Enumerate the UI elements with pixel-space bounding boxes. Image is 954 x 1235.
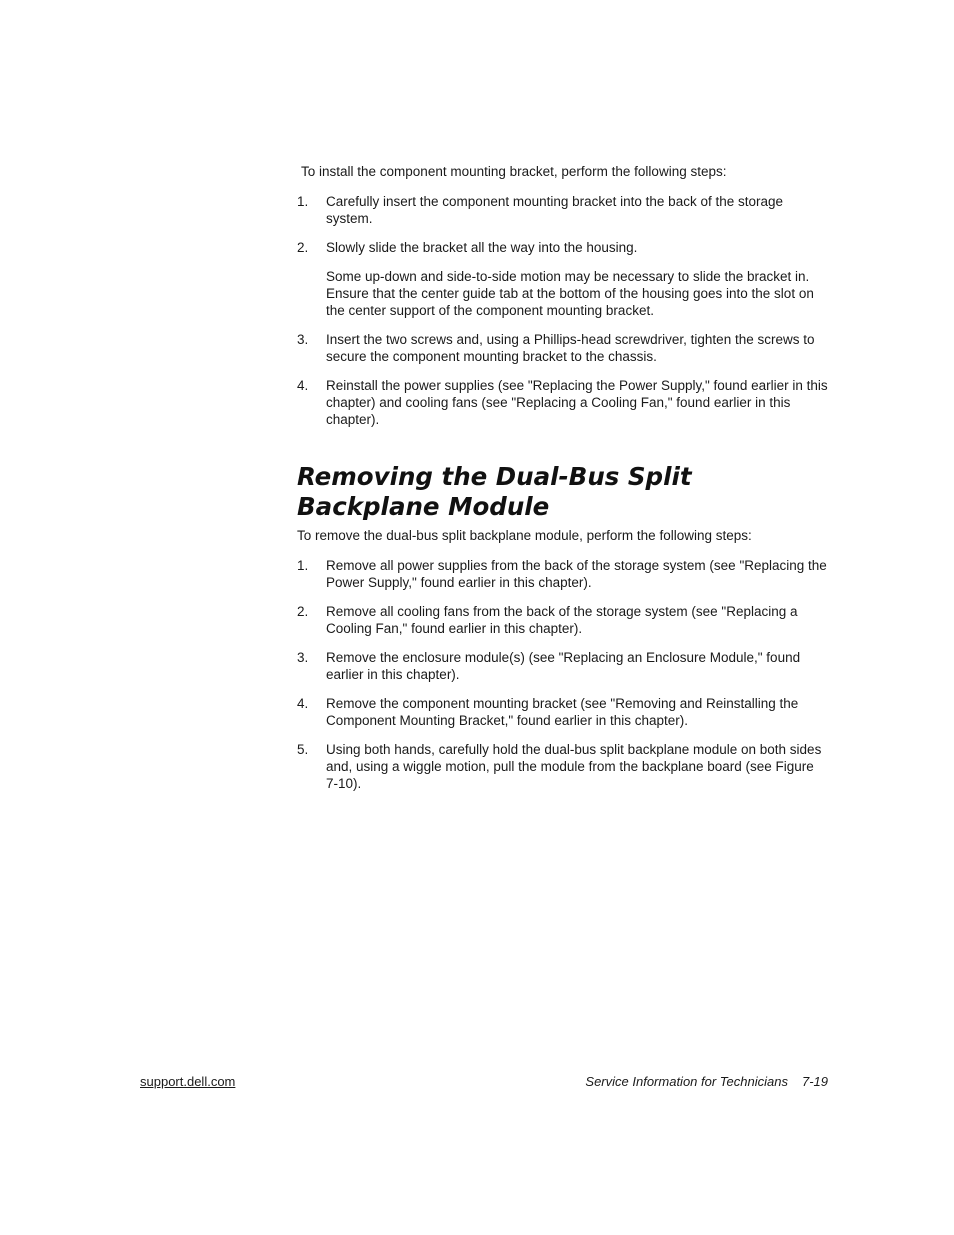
step-text: Slowly slide the bracket all the way into the housing. — [326, 240, 638, 255]
step-text: Using both hands, carefully hold the dual-bus split backplane module on both sides and, using a wiggle motion, pull the module from the backplane board (see Figure 7-10). — [326, 742, 822, 791]
list-item — [297, 695, 829, 729]
step-number: 3. — [297, 650, 309, 665]
step-number: 4. — [297, 696, 309, 711]
footer-running-title — [585, 1074, 828, 1089]
list-item — [297, 557, 829, 591]
step-text: Insert the two screws and, using a Phillips-head screwdriver, tighten the screws to secure the component mounting bracket to the chassis. — [326, 332, 815, 364]
list-item — [297, 603, 829, 637]
step-number: 2. — [297, 240, 309, 255]
list-item — [297, 193, 829, 227]
step-note: Some up-down and side-to-side motion may be necessary to slide the bracket in. Ensure that the center guide tab at the bottom of the housing goes into the slot on the center support of the component mounting bracket. — [326, 269, 814, 318]
section-heading: Removing the Dual-Bus Split Backplane Module — [297, 462, 692, 521]
install-intro: To install the component mounting bracket, perform the following steps: — [301, 164, 727, 179]
footer-support-link[interactable]: support.dell.com — [140, 1074, 236, 1089]
removing-intro: To remove the dual-bus split backplane module, perform the following steps: — [297, 528, 752, 543]
step-number: 4. — [297, 378, 309, 393]
footer-title: Service Information for Technicians — [585, 1074, 788, 1089]
step-text: Carefully insert the component mounting bracket into the back of the storage system. — [326, 194, 784, 226]
list-item — [297, 741, 829, 792]
list-item — [297, 331, 829, 365]
step-text: Remove the enclosure module(s) (see "Replacing an Enclosure Module," found earlier in this chapter). — [326, 650, 801, 682]
step-text: Remove all power supplies from the back of the storage system (see "Replacing the Power Supply," found earlier in this chapter). — [326, 558, 827, 590]
list-item — [297, 377, 829, 428]
page-number: 7-19 — [801, 1074, 828, 1089]
page-content — [297, 163, 829, 804]
step-number: 3. — [297, 332, 309, 347]
removing-steps-list — [297, 557, 829, 792]
list-item — [297, 649, 829, 683]
step-text: Reinstall the power supplies (see "Replacing the Power Supply," found earlier in this chapter) and cooling fans (see "Replacing a Cooling Fan," found earlier in this chapter). — [326, 378, 828, 427]
step-number: 1. — [297, 194, 309, 209]
step-number: 1. — [297, 558, 309, 573]
step-text: Remove all cooling fans from the back of the storage system (see "Replacing a Cooling Fan," found earlier in this chapter). — [326, 604, 798, 636]
list-item — [297, 239, 829, 319]
step-number: 2. — [297, 604, 309, 619]
step-text: Remove the component mounting bracket (see "Removing and Reinstalling the Component Mounting Bracket," found earlier in this chapter). — [326, 696, 799, 728]
install-steps-list — [297, 193, 829, 428]
step-number: 5. — [297, 742, 309, 757]
